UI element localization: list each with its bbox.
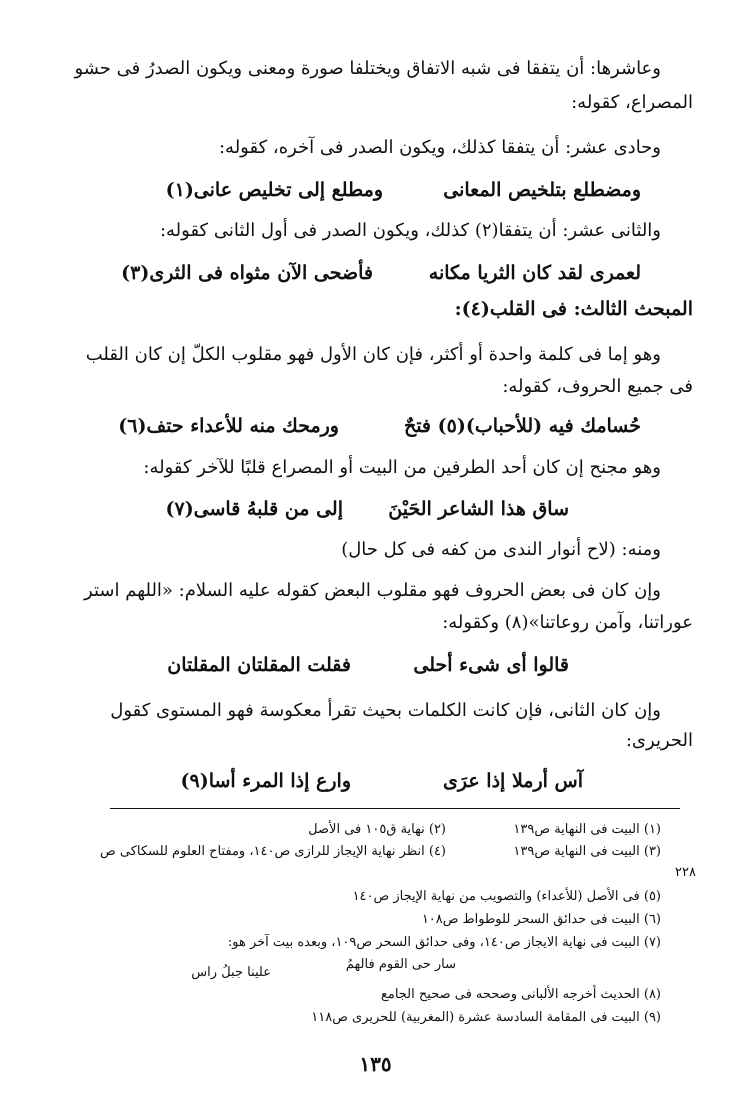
verse-5-first-hemistich: قالوا أى شىء أحلى <box>413 654 569 676</box>
footnote-7: (٧) البيت فى نهاية الايجاز ص١٤٠، وفى حدائق السحر ص١٠٩، وبعده بيت آخر هو: <box>227 935 661 950</box>
footnote-1: (١) البيت فى النهاية ص١٣٩ <box>513 822 661 837</box>
paragraph-10-line-1: وعاشرها: أن يتفقا فى شبه الاتفاق ويختلفا صورة ومعنى ويكون الصدرُ فى حشو <box>74 58 661 79</box>
paragraph-13-line-1: وهو إما فى كلمة واحدة أو أكثر، فإن كان الأول فهو مقلوب الكلّ إن كان القلب <box>85 344 661 365</box>
footnote-7-verse-first: سار حى القوم فالهمُ <box>345 957 456 972</box>
paragraph-14: وهو مجنح إن كان أحد الطرفين من البيت أو المصراع قلبًا للآخر كقوله: <box>143 457 661 478</box>
paragraph-17-line-1: وإن كان الثانى، فإن كانت الكلمات بحيث تقرأ معكوسة فهو المستوى كقول <box>110 700 661 721</box>
footnote-8: (٨) الحديث أخرجه الألبانى وصححه فى صحيح الجامع <box>380 987 661 1002</box>
verse-1-first-hemistich: ومضطلع بتلخيص المعانى <box>443 179 641 201</box>
paragraph-16-line-2: عوراتنا، وآمن روعاتنا»(٨) وكقوله: <box>442 612 693 633</box>
paragraph-16-line-1: وإن كان فى بعض الحروف فهو مقلوب البعض كقوله عليه السلام: «اللهم استر <box>84 580 661 601</box>
footnote-4-continued: ٢٢٨ <box>675 865 696 880</box>
page-number: ١٣٥ <box>359 1052 392 1076</box>
footnote-2: (٢) نهاية ق١٠٥ فى الأصل <box>308 822 446 837</box>
paragraph-10-line-2: المصراع، كقوله: <box>571 92 693 113</box>
paragraph-15: ومنه: (لاح أنوار الندى من كفه فى كل حال) <box>341 539 661 560</box>
footnote-7-verse-second: علينا جبلُ راس <box>191 965 271 980</box>
verse-6-second-hemistich: وارع إذا المرء أسا(٩) <box>180 770 351 792</box>
footnote-6: (٦) البيت فى حدائق السحر للوطواط ص١٠٨ <box>421 912 661 927</box>
verse-3-first-hemistich: حُسامك فيه (للأحباب)(٥) فتحٌ <box>403 415 641 437</box>
verse-5-second-hemistich: فقلت المقلتان المقلتان <box>167 654 351 676</box>
section-heading: المبحث الثالث: فى القلب(٤): <box>454 298 693 320</box>
verse-3-second-hemistich: ورمحك منه للأعداء حتف(٦) <box>118 415 339 437</box>
footnote-divider <box>110 808 680 809</box>
footnote-5: (٥) فى الأصل (للأعداء) والتصويب من نهاية الإيجاز ص١٤٠ <box>352 889 661 904</box>
paragraph-13-line-2: فى جميع الحروف، كقوله: <box>502 376 693 397</box>
verse-2-first-hemistich: لعمرى لقد كان الثريا مكانه <box>428 262 641 284</box>
paragraph-11: وحادى عشر: أن يتفقا كذلك، ويكون الصدر فى آخره، كقوله: <box>218 137 661 158</box>
footnote-3: (٣) البيت فى النهاية ص١٣٩ <box>513 844 661 859</box>
verse-4-second-hemistich: إلى من قلبهُ قاسى(٧) <box>165 498 343 520</box>
verse-6-first-hemistich: آس أرملا إذا عرَى <box>443 770 583 792</box>
verse-4-first-hemistich: ساق هذا الشاعر الحَيْنَ <box>388 498 569 520</box>
footnote-9: (٩) البيت فى المقامة السادسة عشرة (المغربية) للحريرى ص١١٨ <box>311 1010 661 1025</box>
paragraph-17-line-2: الحريرى: <box>625 730 693 751</box>
verse-2-second-hemistich: فأضحى الآن مثواه فى الثرى(٣) <box>121 262 373 284</box>
paragraph-12: والثانى عشر: أن يتفقا(٢) كذلك، ويكون الصدر فى أول الثانى كقوله: <box>159 220 661 241</box>
verse-1-second-hemistich: ومطلع إلى تخليص عانى(١) <box>165 179 383 201</box>
footnote-4: (٤) انظر نهاية الإيجاز للرازى ص١٤٠، ومفتاح العلوم للسكاكى ص <box>100 844 446 859</box>
